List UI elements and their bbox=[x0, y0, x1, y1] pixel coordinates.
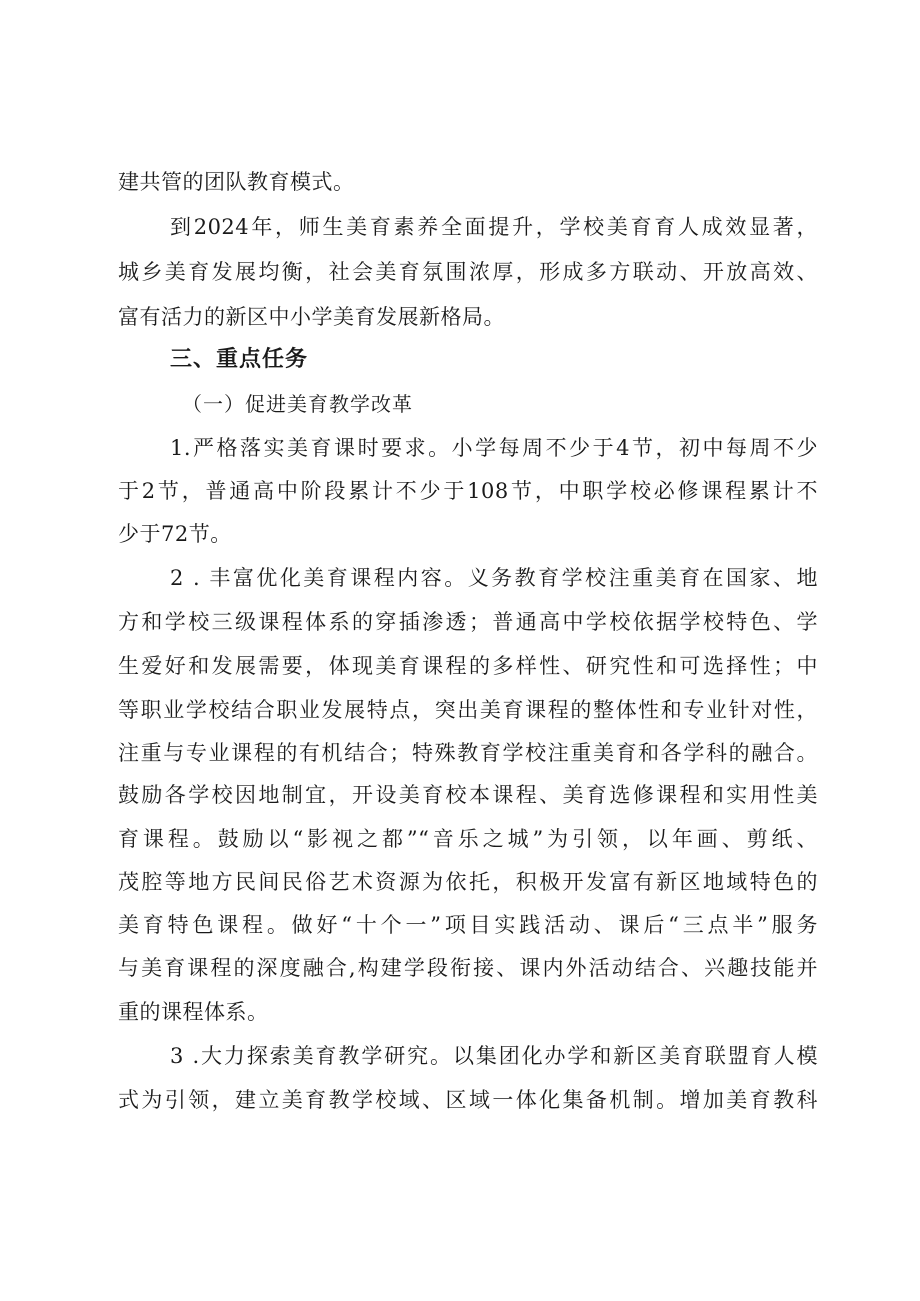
paragraph-line: 到2024年，师生美育素养全面提升，学校美育育人成效显著， bbox=[170, 215, 818, 239]
paragraph-line: 式为引领，建立美育教学校域、区域一体化集备机制。增加美育教科 bbox=[118, 1088, 818, 1112]
paragraph-line: 美育特色课程。做好“十个一”项目实践活动、课后“三点半”服务 bbox=[118, 913, 818, 937]
paragraph-line: 等职业学校结合职业发展特点，突出美育课程的整体性和专业针对性， bbox=[118, 698, 818, 722]
paragraph-line: 少于72节。 bbox=[118, 522, 232, 546]
section-heading: 三、重点任务 bbox=[170, 347, 309, 372]
paragraph-line: 1.严格落实美育课时要求。小学每周不少于4节，初中每周不少 bbox=[170, 436, 818, 460]
paragraph-line: 与美育课程的深度融合,构建学段衔接、课内外活动结合、兴趣技能并 bbox=[118, 956, 818, 980]
paragraph-line: 城乡美育发展均衡，社会美育氛围浓厚，形成多方联动、开放高效、 bbox=[118, 260, 818, 284]
paragraph-line: 于2节，普通高中阶段累计不少于108节，中职学校必修课程累计不 bbox=[118, 479, 818, 503]
paragraph-line: 茂腔等地方民间民俗艺术资源为依托，积极开发富有新区地域特色的 bbox=[118, 870, 818, 894]
paragraph-line: 注重与专业课程的有机结合；特殊教育学校注重美育和各学科的融合。 bbox=[118, 741, 818, 765]
paragraph-line: 建共管的团队教育模式。 bbox=[118, 170, 355, 194]
subsection-heading: （一）促进美育教学改革 bbox=[182, 392, 413, 416]
paragraph-line: 方和学校三级课程体系的穿插渗透；普通高中学校依据学校特色、学 bbox=[118, 610, 818, 634]
paragraph-line: 鼓励各学校因地制宜，开设美育校本课程、美育选修课程和实用性美 bbox=[118, 783, 818, 807]
paragraph-line: 生爱好和发展需要，体现美育课程的多样性、研究性和可选择性；中 bbox=[118, 654, 818, 678]
paragraph-line: 2 . 丰富优化美育课程内容。义务教育学校注重美育在国家、地 bbox=[170, 566, 818, 590]
paragraph-line: 重的课程体系。 bbox=[118, 1000, 269, 1024]
paragraph-line: 3 .大力探索美育教学研究。以集团化办学和新区美育联盟育人模 bbox=[170, 1044, 818, 1068]
paragraph-line: 育课程。鼓励以“影视之都”“音乐之城”为引领，以年画、剪纸、 bbox=[118, 827, 818, 851]
paragraph-line: 富有活力的新区中小学美育发展新格局。 bbox=[118, 305, 505, 329]
